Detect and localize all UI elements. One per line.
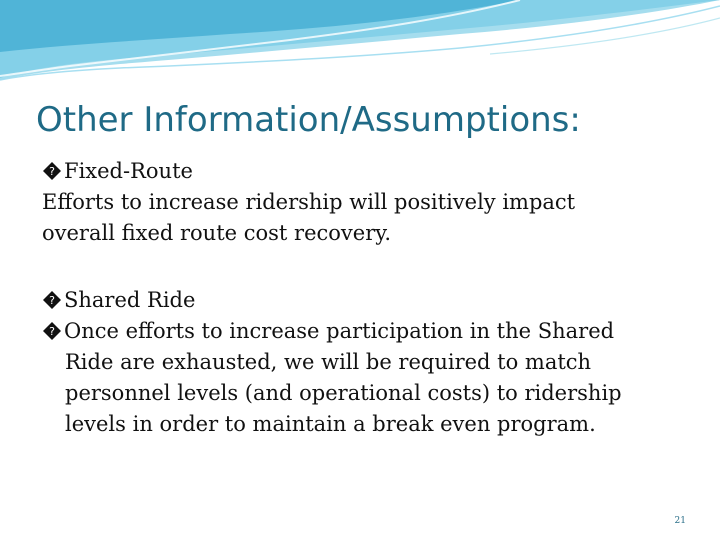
- shared-ride-line-2: Ride are exhausted, we will be required to match: [65, 350, 592, 374]
- slide-body: [42, 156, 682, 440]
- section-heading-shared-ride: [42, 285, 682, 316]
- shared-ride-bullet: [42, 316, 682, 347]
- header-wave-decoration: [0, 0, 720, 90]
- replacement-character-icon: [42, 161, 62, 181]
- section-gap: [42, 249, 682, 285]
- fixed-route-heading-text: Fixed-Route: [64, 159, 193, 183]
- svg-text:?: ?: [49, 165, 55, 178]
- svg-text:?: ?: [49, 325, 55, 338]
- shared-ride-heading-text: Shared Ride: [64, 288, 196, 312]
- section-heading-fixed-route: [42, 156, 682, 187]
- page-number: 21: [674, 516, 686, 526]
- fixed-route-line-2: overall fixed route cost recovery.: [42, 221, 391, 245]
- shared-ride-line-3: personnel levels (and operational costs) to ridership: [65, 381, 622, 405]
- replacement-character-icon: [42, 321, 62, 341]
- slide-title: Other Information/Assumptions:: [36, 100, 581, 140]
- svg-text:?: ?: [49, 294, 55, 307]
- shared-ride-line-4: levels in order to maintain a break even program.: [65, 412, 596, 436]
- shared-ride-line-1: Once efforts to increase participation in the Shared: [64, 319, 615, 343]
- replacement-character-icon: [42, 290, 62, 310]
- fixed-route-line-1: Efforts to increase ridership will positively impact: [42, 190, 576, 214]
